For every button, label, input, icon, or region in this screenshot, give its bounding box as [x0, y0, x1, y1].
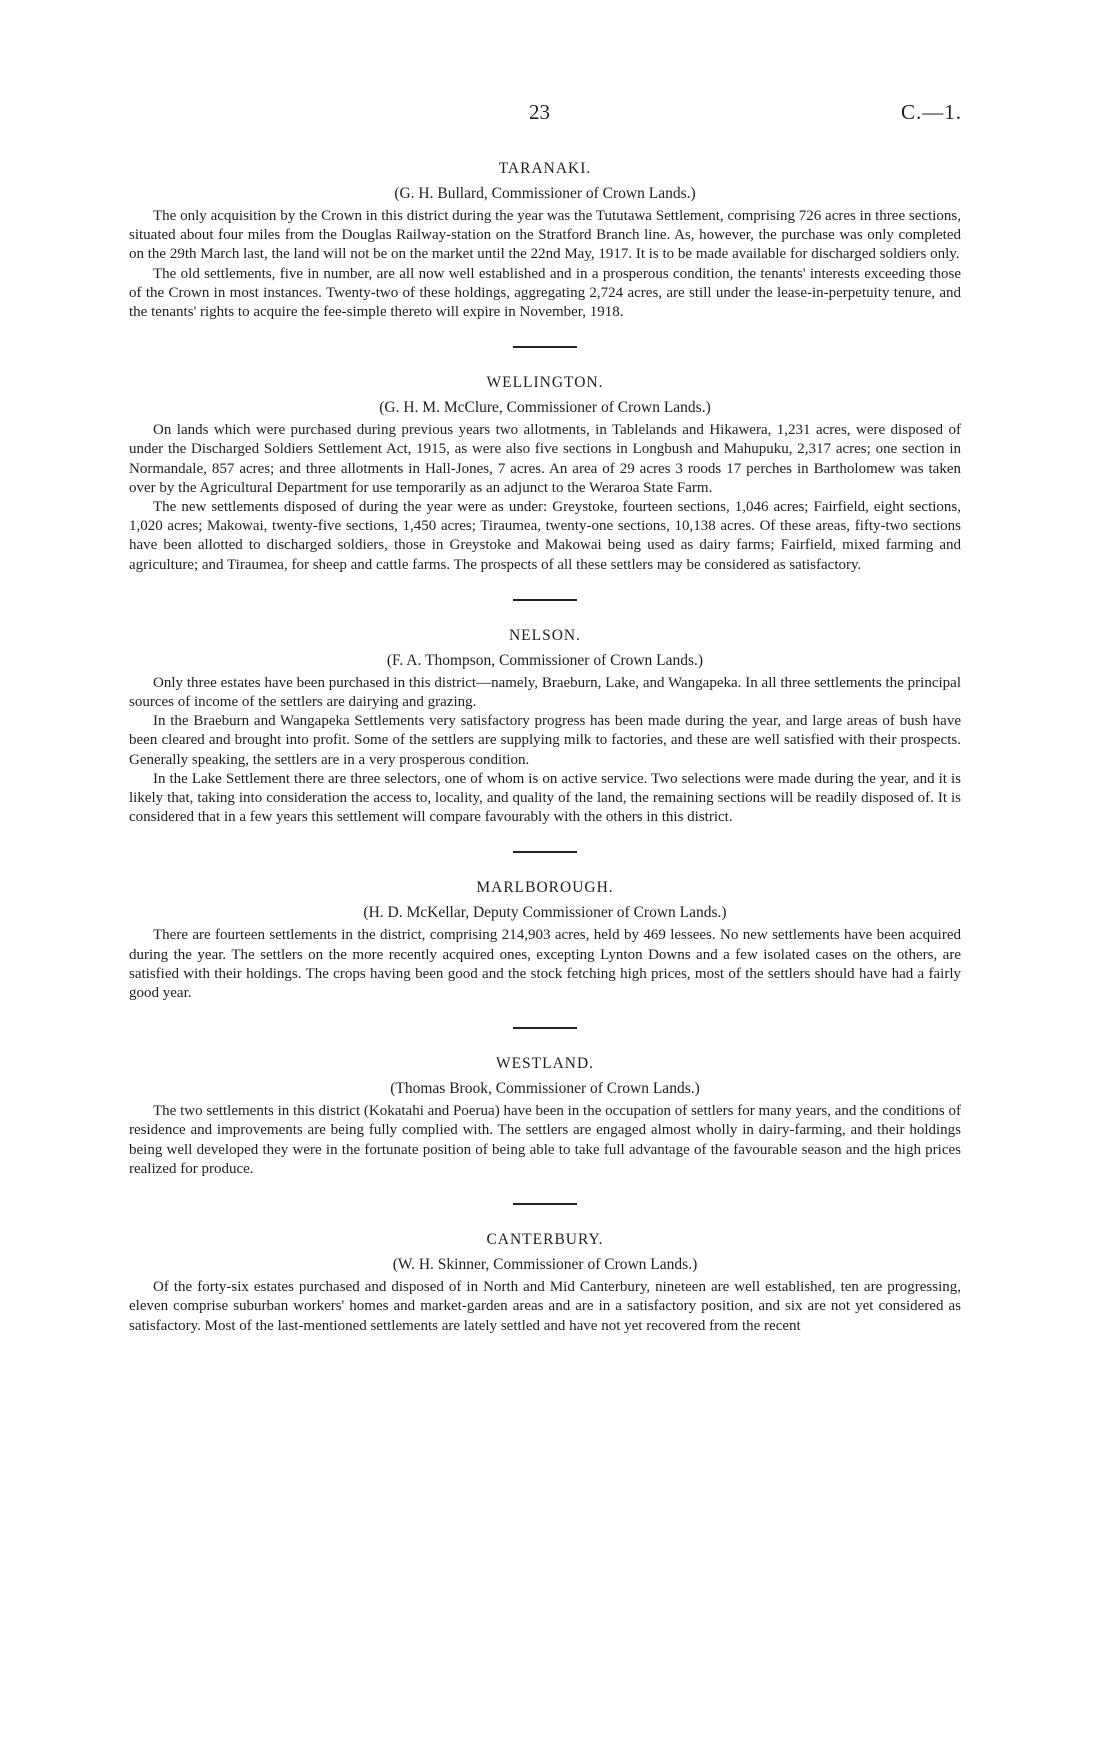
section-wellington [129, 372, 961, 575]
section-title: TARANAKI. [498, 160, 592, 177]
section-canterbury [129, 1229, 961, 1336]
section-westland [129, 1053, 961, 1179]
section-subtitle: (G. H. M. McClure, Commissioner of Crown Lands.) [379, 399, 711, 417]
section-divider [513, 1027, 577, 1029]
section-title: MARLBOROUGH. [476, 879, 614, 897]
page-header [0, 100, 1114, 130]
section-title: WELLINGTON. [486, 374, 604, 392]
paragraph: The only acquisition by the Crown in this district during the year was the Tututawa Settlement, comprising 726 acres in three sections, situated about four miles from the Douglas Railway-station on the Stratford Branch line. As, however, the purchase was only completed on the 29th March last, the land will not be on the market until the 22nd May, 1917. It is to be made available for discharged soldiers only. [129, 208, 961, 263]
page-number: 23 [529, 100, 550, 124]
paragraph: The old settlements, five in number, are all now well established and in a prosperous condition, the tenants' interests exceeding those of the Crown in most instances. Twenty-two of these holdings, aggregating 2,724 acres, are still under the lease-in-perpetuity tenure, and the tenants' rights to acquire the fee-simple thereto will expire in November, 1918. [129, 265, 961, 321]
section-divider [513, 851, 577, 853]
section-divider [513, 1203, 577, 1205]
section-subtitle: (Thomas Brook, Commissioner of Crown Lands.) [390, 1080, 700, 1098]
paragraph: The new settlements disposed of during the year were as under: Greystoke, fourteen sections, 1,046 acres; Fairfield, eight sections, 1,020 acres; Makowai, twenty-five sections, 1,450 acres; Tiraumea, twenty-one sections, 10,138 acres. Of these areas, fifty-two sections have been allotted to discharged soldiers, those in Greystoke and Makowai being used as dairy farms; Fairfield, mixed farming and agriculture; and Tiraumea, for sheep and cattle farms. The prospects of all these settlers may be considered as satisfactory. [129, 499, 961, 573]
document-code: C.—1. [900, 100, 962, 124]
paragraph: The two settlements in this district (Kokatahi and Poerua) have been in the occupation of settlers for many years, and the conditions of residence and improvements are being fully complied with. The settlers are engaged almost wholly in dairy-farming, and their holdings being well developed they were in the fortunate position of being able to take full advantage of the favourable season and the high prices realized for produce. [129, 1103, 961, 1177]
section-title: WESTLAND. [495, 1055, 595, 1073]
paragraph: There are fourteen settlements in the district, comprising 214,903 acres, held by 469 lessees. No new settlements have been acquired during the year. The settlers on the more recently acquired ones, excepting Lynton Downs and a few isolated cases on the others, are satisfied with their holdings. The crops having been good and the stock fetching high prices, most of the settlers should have had a fairly good year. [129, 927, 961, 1002]
section-subtitle: (F. A. Thompson, Commissioner of Crown Lands.) [386, 651, 704, 669]
paragraph: In the Braeburn and Wangapeka Settlements very satisfactory progress has been made during the year, and large areas of bush have been cleared and brought into profit. Some of the settlers are supplying milk to factories, and these are well satisfied with their prospects. Generally speaking, the settlers are in a very prosperous condition. [129, 713, 961, 768]
section-marlborough [129, 877, 961, 1003]
paragraph: In the Lake Settlement there are three selectors, one of whom is on active service. Two selections were made during the year, and it is likely that, taking into consideration the access to, locality, and quality of the land, the remaining sections will be readily disposed of. It is considered that in a few years this settlement will compare favourably with the others in this district. [129, 770, 961, 826]
section-title: CANTERBURY. [486, 1231, 604, 1249]
section-divider [513, 599, 577, 601]
section-divider [513, 346, 577, 348]
section-title: NELSON. [508, 626, 581, 644]
section-subtitle: (W. H. Skinner, Commissioner of Crown Lands.) [392, 1256, 698, 1274]
page-content [129, 158, 961, 1336]
section-subtitle: (H. D. McKellar, Deputy Commissioner of Crown Lands.) [363, 904, 727, 922]
section-nelson [129, 625, 961, 828]
paragraph: Of the forty-six estates purchased and disposed of in North and Mid Canterbury, nineteen are well established, ten are progressing, eleven comprise suburban workers' homes and market-garden areas and are in a satisfactory position, and six are not yet considered as satisfactory. Most of the last-mentioned settlements are lately settled and have not yet recovered from the recent [129, 1279, 961, 1334]
section-taranaki [129, 158, 961, 322]
paragraph: On lands which were purchased during previous years two allotments, in Tablelands and Hikawera, 1,231 acres, were disposed of under the Discharged Soldiers Settlement Act, 1915, as were also five sections in Longbush and Mahupuku, 2,317 acres; one section in Normandale, 857 acres; and three allotments in Hall-Jones, 7 acres. An area of 29 acres 3 roods 17 perches in Bartholomew was taken over by the Agricultural Department for use temporarily as an adjunct to the Weraroa State Farm. [129, 422, 961, 496]
paragraph: Only three estates have been purchased in this district—namely, Braeburn, Lake, and Wangapeka. In all three settlements the principal sources of income of the settlers are dairying and grazing. [129, 674, 961, 711]
section-subtitle: (G. H. Bullard, Commissioner of Crown Lands.) [394, 185, 696, 202]
